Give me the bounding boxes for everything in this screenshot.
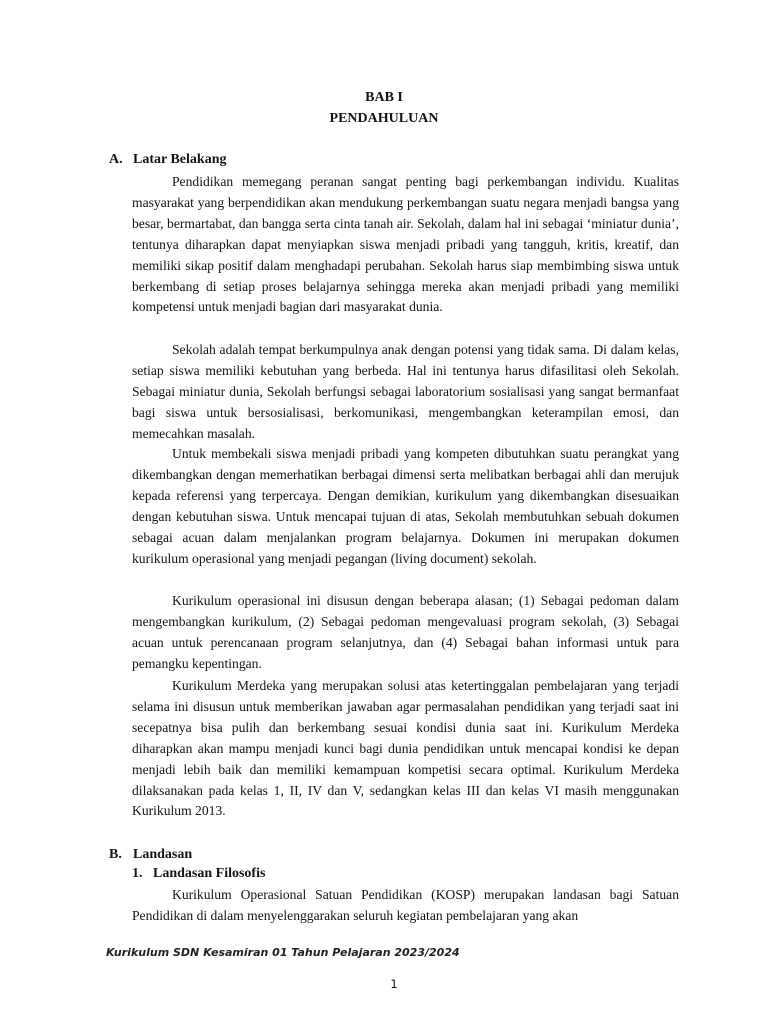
paragraph-latar-4: Kurikulum operasional ini disusun dengan beberapa alasan; (1) Sebagai pedoman dalam mengembangkan kurikulum, (2) Sebagai pedoman mengevaluasi program sekolah, (3) Sebagai acuan untuk perencanaan program selanjutnya, dan (4) Sebagai bahan informasi untuk para pemangku kepentingan. bbox=[132, 593, 679, 671]
chapter-title: PENDAHULUAN bbox=[329, 111, 439, 126]
paragraph-latar-2: Sekolah adalah tempat berkumpulnya anak dengan potensi yang tidak sama. Di dalam kelas, setiap siswa memiliki kebutuhan yang berbeda. Hal ini tentunya harus difasilitasi oleh Sekolah. Sebagai miniatur dunia, Sekolah berfungsi sebagai laboratorium sosialisasi yang sangat bermanfaat bagi siswa untuk bersosialisasi, berkomunikasi, mengembangkan keterampilan emosi, dan memecahkan masalah. bbox=[132, 342, 679, 441]
subsection-1-heading bbox=[132, 866, 265, 882]
section-b-letter: B. bbox=[109, 847, 122, 862]
section-b-heading bbox=[109, 847, 192, 863]
paragraph-landasan-filosofis: Kurikulum Operasional Satuan Pendidikan (KOSP) merupakan landasan bagi Satuan Pendidikan di dalam menyelenggarakan seluruh kegiatan pembelajaran yang akan bbox=[132, 887, 679, 923]
paragraph-latar-3: Untuk membekali siswa menjadi pribadi yang kompeten dibutuhkan suatu perangkat yang dikembangkan dengan memerhatikan berbagai dimensi serta melibatkan berbagai ahli dan merujuk kepada referensi yang terpercaya. Dengan demikian, kurikulum yang dikembangkan disesuaikan dengan kebutuhan siswa. Untuk mencapai tujuan di atas, Sekolah membutuhkan sebuah dokumen sebagai acuan dalam menjalankan program belajarnya. Dokumen ini merupakan dokumen kurikulum operasional yang menjadi pegangan (living document) sekolah. bbox=[132, 446, 679, 566]
paragraph-latar-5: Kurikulum Merdeka yang merupakan solusi atas ketertinggalan pembelajaran yang terjadi selama ini disusun untuk memberikan jawaban agar permasalahan pendidikan yang terjadi saat ini secepatnya bisa pulih dan berkembang sesuai kondisi dunia saat ini. Kurikulum Merdeka diharapkan akan mampu menjadi kunci bagi dunia pendidikan untuk mencapai kondisi ke depan menjadi lebih baik dan memiliki kemampuan kompetisi secara optimal. Kurikulum Merdeka dilaksanakan pada kelas 1, II, IV dan V, sedangkan kelas III dan kelas VI masih menggunakan Kurikulum 2013. bbox=[132, 678, 679, 819]
subsection-1-number: 1. bbox=[132, 866, 143, 881]
section-a-title: Latar Belakang bbox=[133, 152, 227, 167]
footer-text: Kurikulum SDN Kesamiran 01 Tahun Pelajaran 2023/2024 bbox=[106, 946, 460, 959]
subsection-1-title: Landasan Filosofis bbox=[153, 866, 266, 881]
chapter-number: BAB I bbox=[365, 90, 403, 105]
section-a-heading bbox=[109, 152, 226, 168]
paragraph-latar-1: Pendidikan memegang peranan sangat penting bagi perkembangan individu. Kualitas masyarakat yang berpendidikan akan mendukung perkembangan suatu negara menjadi bangsa yang besar, bermartabat, dan bangga serta cinta tanah air. Sekolah, dalam hal ini sebagai ‘miniatur dunia’, tentunya diharapkan dapat menyiapkan siswa menjadi pribadi yang tangguh, kritis, kreatif, dan memiliki sikap positif dalam menghadapi perubahan. Sekolah harus siap membimbing siswa untuk berkembang di setiap proses belajarnya sehingga mereka akan menjadi pribadi yang memiliki kompetensi untuk menjadi bagian dari masyarakat dunia. bbox=[132, 174, 679, 315]
section-b-title: Landasan bbox=[133, 847, 193, 862]
section-a-letter: A. bbox=[109, 152, 123, 167]
page-number: 1 bbox=[390, 977, 398, 991]
